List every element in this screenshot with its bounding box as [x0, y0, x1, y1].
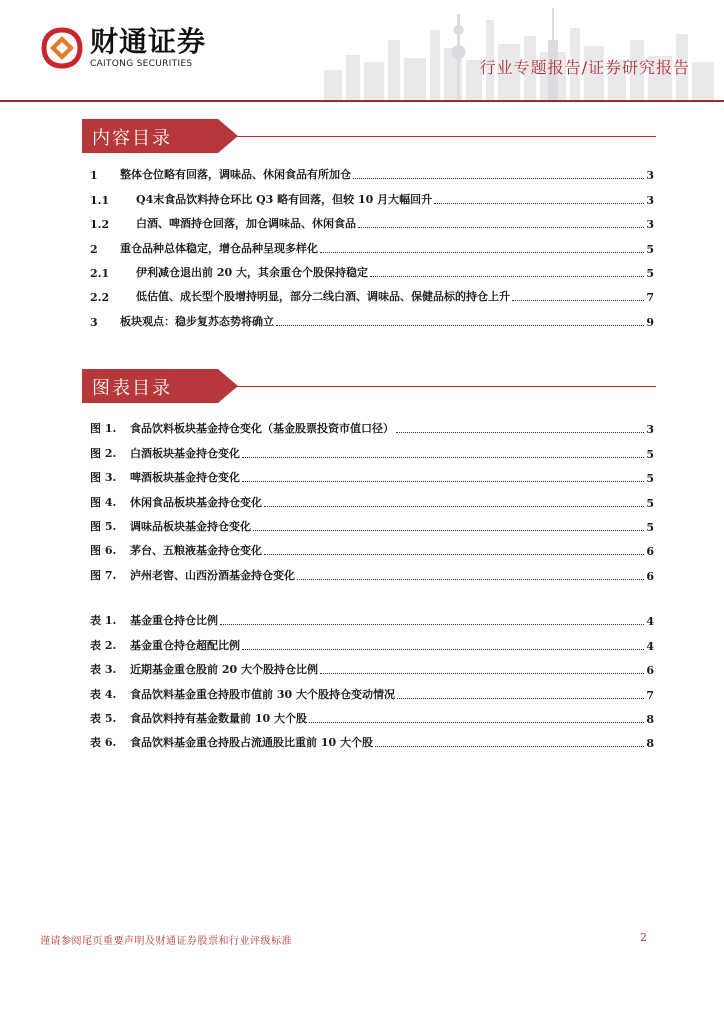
figure-title: 调味品板块基金持仓变化 [130, 519, 251, 533]
toc-page: 3 [646, 193, 654, 207]
table-title: 基金重仓持仓比例 [130, 614, 218, 628]
figure-page: 6 [646, 569, 654, 583]
table-label: 表 3. [90, 663, 117, 677]
toc-number: 1.2 [90, 218, 110, 232]
toc-entry[interactable] [90, 231, 654, 255]
figure-entry[interactable] [90, 485, 654, 509]
table-entry[interactable] [90, 653, 654, 677]
figure-label: 图 4. [90, 495, 117, 509]
contents-heading: 内容目录 [92, 128, 172, 149]
table-label: 表 5. [90, 711, 117, 725]
figure-label: 图 6. [90, 544, 117, 558]
leader-dots [434, 202, 644, 204]
table-title: 食品饮料持有基金数量前 10 大个股 [130, 711, 307, 725]
figure-entry[interactable] [90, 510, 654, 534]
table-title: 食品饮料基金重仓持股占流通股比重前 10 大个股 [130, 736, 373, 750]
toc-page: 9 [646, 315, 654, 329]
figure-page: 5 [646, 520, 654, 534]
figures-heading: 图表目录 [92, 378, 172, 399]
figure-page: 6 [646, 545, 654, 559]
leader-dots [264, 505, 644, 507]
figure-page: 5 [646, 496, 654, 510]
footer-disclaimer: 谨请参阅尾页重要声明及财通证券股票和行业评级标准 [40, 936, 292, 947]
table-label: 表 4. [90, 687, 117, 701]
figure-title: 泸州老窖、山西汾酒基金持仓变化 [130, 568, 295, 582]
table-page: 8 [646, 712, 654, 726]
leader-dots [320, 672, 644, 674]
toc-number: 1 [90, 169, 98, 183]
table-entry[interactable] [90, 628, 654, 652]
table-page: 4 [646, 615, 654, 629]
table-page: 6 [646, 664, 654, 678]
leader-dots [353, 177, 644, 179]
toc-entry[interactable] [90, 256, 654, 280]
city-skyline-graphic [304, 0, 724, 100]
toc-title: 整体仓位略有回落，调味品、休闲食品有所加仓 [120, 168, 351, 182]
toc-title: 板块观点：稳步复苏态势将确立 [120, 314, 274, 328]
toc-entry[interactable] [90, 158, 654, 182]
toc-number: 3 [90, 315, 98, 329]
figure-label: 图 2. [90, 446, 117, 460]
leader-dots [309, 721, 644, 723]
figure-entry[interactable] [90, 412, 654, 436]
toc-title: 白酒、啤酒持仓回落，加仓调味品、休闲食品 [136, 217, 356, 231]
figure-entry[interactable] [90, 461, 654, 485]
figure-label: 图 1. [90, 422, 117, 436]
toc-entry[interactable] [90, 182, 654, 206]
figure-title: 茅台、五粮液基金持仓变化 [130, 544, 262, 558]
figure-title: 啤酒板块基金持仓变化 [130, 471, 240, 485]
leader-dots [397, 697, 644, 699]
table-label: 表 6. [90, 736, 117, 750]
figure-title: 白酒板块基金持仓变化 [130, 446, 240, 460]
brand-logo [40, 26, 206, 70]
table-title: 食品饮料基金重仓持股市值前 30 大个股持仓变动情况 [130, 687, 395, 701]
figures-list [90, 412, 654, 583]
leader-dots [375, 745, 644, 747]
toc-title: 重仓品种总体稳定，增仓品种呈现多样化 [120, 241, 318, 255]
figure-label: 图 7. [90, 568, 117, 582]
leader-dots [358, 226, 644, 228]
tables-list [90, 604, 654, 750]
toc-page: 7 [646, 291, 654, 305]
leader-dots [512, 299, 644, 301]
table-label: 表 1. [90, 614, 117, 628]
toc-page: 3 [646, 169, 654, 183]
figure-entry[interactable] [90, 534, 654, 558]
page-number: 2 [640, 931, 647, 944]
figure-page: 5 [646, 472, 654, 486]
table-title: 近期基金重仓股前 20 大个股持仓比例 [130, 663, 318, 677]
table-entry[interactable] [90, 604, 654, 628]
header-divider [0, 100, 724, 102]
figure-label: 图 5. [90, 519, 117, 533]
banner-rule [232, 136, 656, 137]
page-header [0, 0, 724, 104]
table-page: 7 [646, 688, 654, 702]
toc-page: 5 [646, 266, 654, 280]
toc-title: 伊利减仓退出前 20 大，其余重仓个股保持稳定 [136, 265, 368, 279]
banner-rule [232, 386, 656, 387]
figure-title: 休闲食品板块基金持仓变化 [130, 495, 262, 509]
leader-dots [396, 431, 644, 433]
table-entry[interactable] [90, 677, 654, 701]
leader-dots [276, 324, 644, 326]
figure-page: 3 [646, 423, 654, 437]
brand-name-en: CAITONG SECURITIES [90, 59, 193, 69]
leader-dots [370, 275, 644, 277]
leader-dots [264, 553, 644, 555]
contents-list [90, 158, 654, 329]
table-entry[interactable] [90, 726, 654, 750]
toc-entry[interactable] [90, 280, 654, 304]
figure-entry[interactable] [90, 436, 654, 460]
toc-number: 2.1 [90, 266, 110, 280]
figures-banner [82, 369, 656, 403]
toc-title: 低估值、成长型个股增持明显，部分二线白酒、调味品、保健品标的持仓上升 [136, 290, 510, 304]
table-label: 表 2. [90, 638, 117, 652]
table-page: 8 [646, 737, 654, 751]
contents-banner [82, 119, 656, 153]
leader-dots [320, 251, 644, 253]
table-page: 4 [646, 639, 654, 653]
leader-dots [242, 480, 644, 482]
brand-name-cn: 财通证券 [90, 25, 207, 58]
toc-number: 1.1 [90, 193, 110, 207]
leader-dots [220, 623, 644, 625]
figure-page: 5 [646, 447, 654, 461]
leader-dots [297, 578, 644, 580]
toc-number: 2 [90, 242, 98, 256]
toc-page: 5 [646, 242, 654, 256]
toc-entry[interactable] [90, 304, 654, 328]
leader-dots [242, 648, 644, 650]
toc-page: 3 [646, 218, 654, 232]
figure-label: 图 3. [90, 471, 117, 485]
toc-number: 2.2 [90, 291, 110, 305]
figure-title: 食品饮料板块基金持仓变化（基金股票投资市值口径） [130, 422, 394, 436]
toc-entry[interactable] [90, 207, 654, 231]
leader-dots [253, 529, 644, 531]
table-entry[interactable] [90, 702, 654, 726]
table-title: 基金重仓持仓超配比例 [130, 638, 240, 652]
caitong-logo-icon [40, 26, 84, 70]
toc-title: Q4末食品饮料持仓环比 Q3 略有回落，但较 10 月大幅回升 [136, 192, 433, 206]
report-type-label: 行业专题报告/证券研究报告 [479, 58, 690, 77]
leader-dots [242, 456, 644, 458]
figure-entry[interactable] [90, 558, 654, 582]
